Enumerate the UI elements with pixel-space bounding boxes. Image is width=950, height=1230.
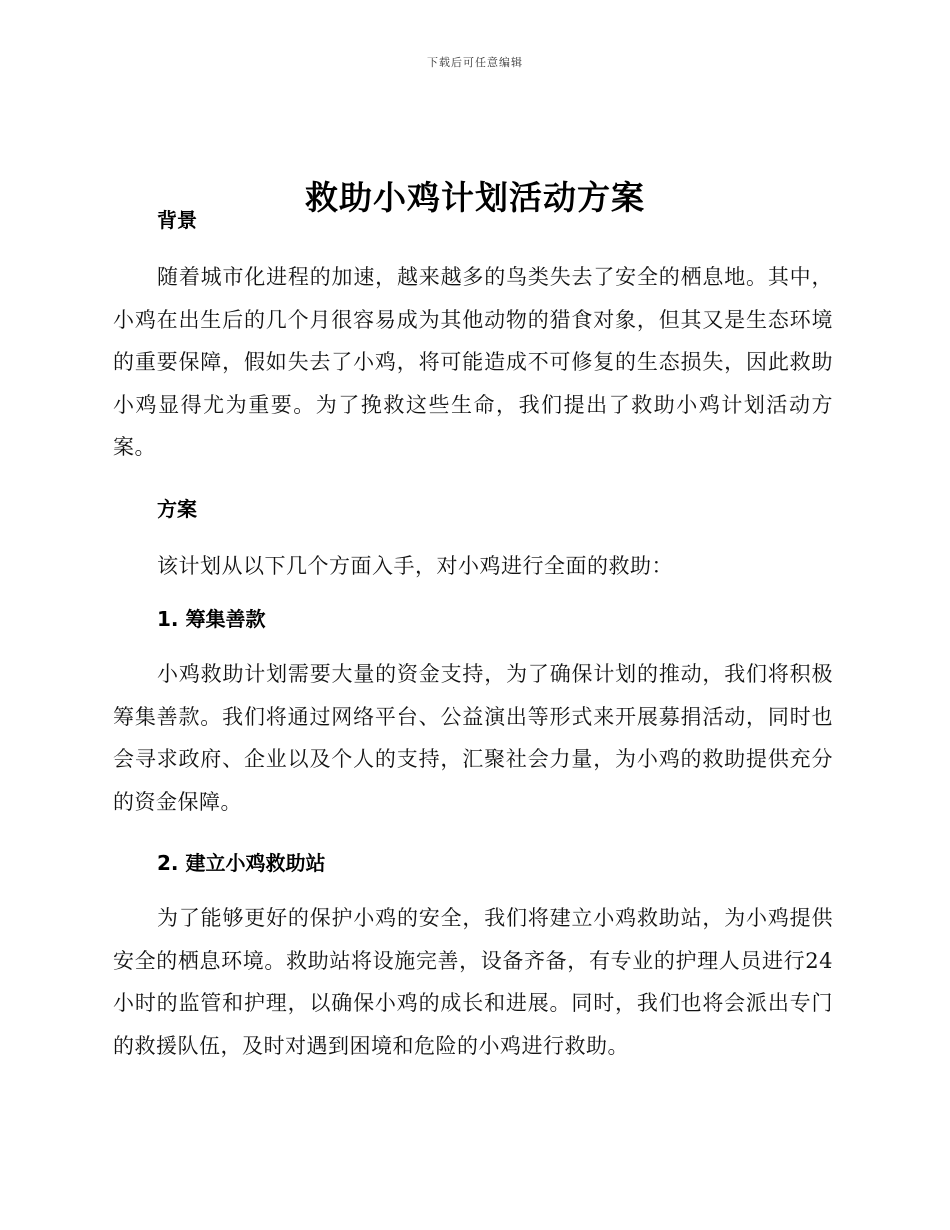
section-heading-plan: 方案 — [157, 496, 197, 521]
document-body — [113, 200, 833, 1067]
section-paragraph-plan: 该计划从以下几个方面入手，对小鸡进行全面的救助： — [157, 553, 673, 578]
page-header-note: 下载后可任意编辑 — [427, 56, 523, 69]
section-heading-fundraising: 1. 筹集善款 — [157, 607, 266, 631]
section-heading-background: 背景 — [157, 208, 197, 232]
section-paragraph-background: 随着城市化进程的加速，越来越多的鸟类失去了安全的栖息地。其中，小鸡在出生后的几个月很容易成为其他动物的猎食对象，但其又是生态环境的重要保障，假如失去了小鸡，将可能造成不可修复的生态损失，因此救助小鸡显得尤为重要。为了挽救这些生命，我们提出了救助小鸡计划活动方案。 — [113, 265, 833, 459]
section-paragraph-rescue-station: 为了能够更好的保护小鸡的安全，我们将建立小鸡救助站，为小鸡提供安全的栖息环境。救助站将设施完善，设备齐备，有专业的护理人员进行24小时的监管和护理，以确保小鸡的成长和进展。同时，我们也将会派出专门的救援队伍，及时对遇到困境和危险的小鸡进行救助。 — [113, 906, 833, 1058]
document-title: 救助小鸡计划活动方案 — [305, 178, 645, 218]
section-heading-rescue-station: 2. 建立小鸡救助站 — [157, 851, 326, 875]
section-paragraph-fundraising: 小鸡救助计划需要大量的资金支持，为了确保计划的推动，我们将积极筹集善款。我们将通过网络平台、公益演出等形式来开展募捐活动，同时也会寻求政府、企业以及个人的支持，汇聚社会力量，为小鸡的救助提供充分的资金保障。 — [113, 662, 833, 814]
